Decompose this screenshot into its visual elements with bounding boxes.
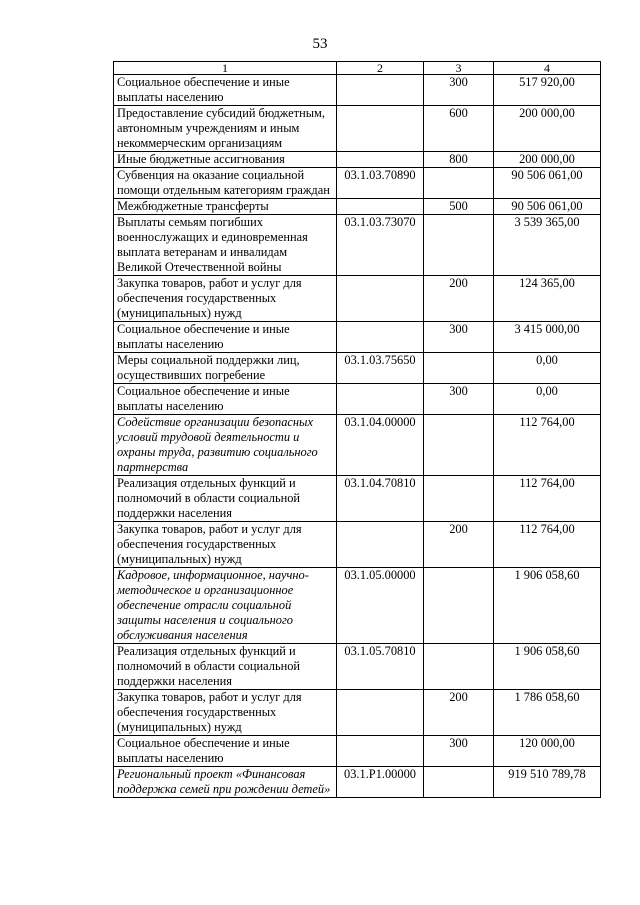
row-name-cell: Реализация отдельных функций и полномочий в области социальной поддержки населения (114, 644, 337, 690)
row-code-cell (337, 736, 424, 767)
row-name-cell: Субвенция на оказание социальной помощи отдельным категориям граждан (114, 168, 337, 199)
row-expense-type-cell (424, 415, 494, 476)
row-amount-cell: 1 906 058,60 (494, 644, 601, 690)
row-code-cell: 03.1.04.70810 (337, 476, 424, 522)
row-amount-cell: 112 764,00 (494, 522, 601, 568)
row-amount-cell: 124 365,00 (494, 276, 601, 322)
table-row (114, 168, 601, 199)
table-body (114, 75, 601, 798)
row-name-cell: Региональный проект «Финансовая поддержка семей при рождении детей» (114, 767, 337, 798)
row-code-cell (337, 522, 424, 568)
table-row (114, 199, 601, 215)
table-header-row (114, 62, 601, 75)
row-expense-type-cell (424, 767, 494, 798)
row-expense-type-cell: 300 (424, 75, 494, 106)
row-name-cell: Закупка товаров, работ и услуг для обеспечения государственных (муниципальных) нужд (114, 522, 337, 568)
row-expense-type-cell: 500 (424, 199, 494, 215)
budget-table (113, 61, 601, 798)
column-header-4: 4 (494, 62, 601, 75)
row-name-cell: Иные бюджетные ассигнования (114, 152, 337, 168)
row-code-cell (337, 106, 424, 152)
row-name-cell: Межбюджетные трансферты (114, 199, 337, 215)
row-expense-type-cell (424, 476, 494, 522)
row-name-cell: Закупка товаров, работ и услуг для обеспечения государственных (муниципальных) нужд (114, 690, 337, 736)
row-name-cell: Кадровое, информационное, научно-методическое и организационное обеспечение отрасли социальной защиты населения и социального обслуживания населения (114, 568, 337, 644)
row-expense-type-cell: 300 (424, 384, 494, 415)
row-expense-type-cell (424, 644, 494, 690)
row-expense-type-cell: 800 (424, 152, 494, 168)
table-row (114, 415, 601, 476)
row-expense-type-cell: 300 (424, 736, 494, 767)
row-amount-cell: 3 415 000,00 (494, 322, 601, 353)
row-expense-type-cell (424, 353, 494, 384)
table-row (114, 353, 601, 384)
row-code-cell (337, 384, 424, 415)
row-amount-cell: 1 906 058,60 (494, 568, 601, 644)
row-expense-type-cell (424, 168, 494, 199)
column-header-1: 1 (114, 62, 337, 75)
table-row (114, 476, 601, 522)
row-amount-cell: 0,00 (494, 353, 601, 384)
row-name-cell: Социальное обеспечение и иные выплаты населению (114, 736, 337, 767)
table-row (114, 568, 601, 644)
table-row (114, 276, 601, 322)
row-name-cell: Меры социальной поддержки лиц, осуществивших погребение (114, 353, 337, 384)
row-amount-cell: 1 786 058,60 (494, 690, 601, 736)
row-code-cell: 03.1.03.70890 (337, 168, 424, 199)
page-number: 53 (312, 36, 328, 52)
table-row (114, 384, 601, 415)
table-row (114, 736, 601, 767)
row-name-cell: Социальное обеспечение и иные выплаты населению (114, 384, 337, 415)
row-code-cell (337, 322, 424, 353)
table-row (114, 152, 601, 168)
row-code-cell (337, 152, 424, 168)
column-header-2: 2 (337, 62, 424, 75)
row-name-cell: Реализация отдельных функций и полномочий в области социальной поддержки населения (114, 476, 337, 522)
table-row (114, 767, 601, 798)
row-amount-cell: 200 000,00 (494, 152, 601, 168)
row-expense-type-cell (424, 215, 494, 276)
row-code-cell: 03.1.03.75650 (337, 353, 424, 384)
row-amount-cell: 200 000,00 (494, 106, 601, 152)
row-name-cell: Предоставление субсидий бюджетным, автономным учреждениям и иным некоммерческим организациям (114, 106, 337, 152)
row-name-cell: Содействие организации безопасных условий трудовой деятельности и охраны труда, развитию социального партнерства (114, 415, 337, 476)
row-code-cell: 03.1.03.73070 (337, 215, 424, 276)
row-expense-type-cell: 200 (424, 276, 494, 322)
row-amount-cell: 90 506 061,00 (494, 199, 601, 215)
row-amount-cell: 517 920,00 (494, 75, 601, 106)
row-amount-cell: 90 506 061,00 (494, 168, 601, 199)
table-row (114, 75, 601, 106)
row-name-cell: Закупка товаров, работ и услуг для обеспечения государственных (муниципальных) нужд (114, 276, 337, 322)
row-amount-cell: 112 764,00 (494, 476, 601, 522)
table-row (114, 322, 601, 353)
row-amount-cell: 120 000,00 (494, 736, 601, 767)
table-row (114, 215, 601, 276)
row-amount-cell: 3 539 365,00 (494, 215, 601, 276)
row-code-cell (337, 75, 424, 106)
row-expense-type-cell: 600 (424, 106, 494, 152)
row-code-cell (337, 690, 424, 736)
row-code-cell: 03.1.05.70810 (337, 644, 424, 690)
row-expense-type-cell (424, 568, 494, 644)
row-name-cell: Выплаты семьям погибших военнослужащих и единовременная выплата ветеранам и инвалидам Великой Отечественной войны (114, 215, 337, 276)
table-row (114, 106, 601, 152)
row-amount-cell: 919 510 789,78 (494, 767, 601, 798)
row-expense-type-cell: 200 (424, 690, 494, 736)
row-expense-type-cell: 300 (424, 322, 494, 353)
table-row (114, 522, 601, 568)
row-amount-cell: 112 764,00 (494, 415, 601, 476)
row-code-cell (337, 276, 424, 322)
row-name-cell: Социальное обеспечение и иные выплаты населению (114, 75, 337, 106)
row-code-cell: 03.1.04.00000 (337, 415, 424, 476)
row-code-cell (337, 199, 424, 215)
column-header-3: 3 (424, 62, 494, 75)
row-code-cell: 03.1.P1.00000 (337, 767, 424, 798)
table-row (114, 690, 601, 736)
row-code-cell: 03.1.05.00000 (337, 568, 424, 644)
row-name-cell: Социальное обеспечение и иные выплаты населению (114, 322, 337, 353)
table-row (114, 644, 601, 690)
row-amount-cell: 0,00 (494, 384, 601, 415)
row-expense-type-cell: 200 (424, 522, 494, 568)
